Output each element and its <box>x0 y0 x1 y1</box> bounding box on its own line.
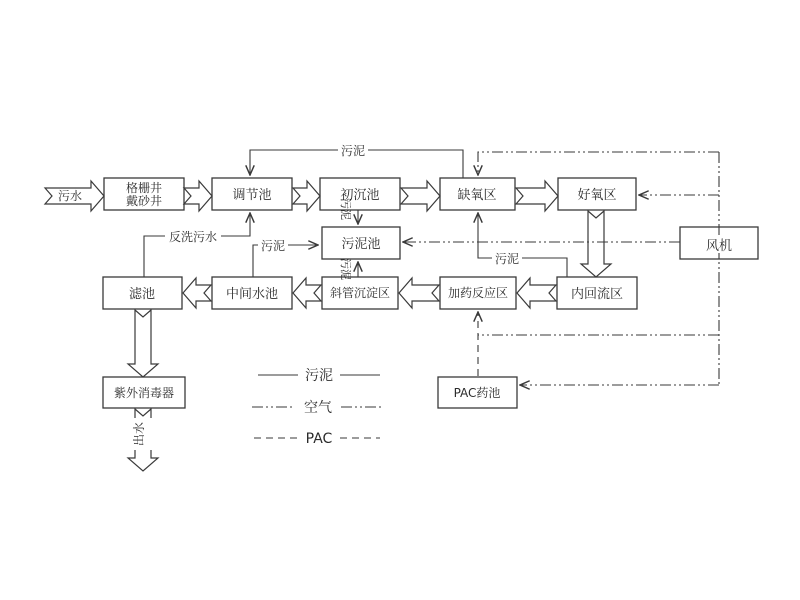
sludge-line-reflux-to-anoxic <box>478 213 567 277</box>
anoxic-zone-label: 缺氧区 <box>457 188 497 203</box>
legend-sludge-label: 污泥 <box>305 368 333 384</box>
legend <box>252 368 383 447</box>
arrow-anoxic-to-aerobic <box>516 181 558 211</box>
sludge-reflux-label: 污泥 <box>494 252 520 266</box>
arrow-aerobic-to-reflux <box>581 211 611 277</box>
sludge-top-label: 污泥 <box>340 144 366 158</box>
effluent-label: 出水 <box>132 421 146 447</box>
main-flow-arrows <box>45 181 611 471</box>
inclined-tube-zone-label: 斜管沉淀区 <box>329 286 391 300</box>
sludge-primary-label: 污泥 <box>339 198 352 220</box>
arrow-reflux-to-dosing <box>517 278 556 308</box>
regulation-tank-label: 调节池 <box>232 188 272 203</box>
internal-reflux-zone-label: 内回流区 <box>570 287 624 302</box>
backwash-label: 反洗污水 <box>168 230 218 244</box>
arrow-grit-to-regulation <box>184 181 212 211</box>
grit-well-label-line1: 格栅井 <box>125 181 163 195</box>
intermediate-tank-label: 中间水池 <box>225 287 279 302</box>
influent-label: 污水 <box>57 189 83 203</box>
arrow-filter-to-uv <box>128 310 158 377</box>
sludge-tank-label: 污泥池 <box>341 237 381 252</box>
pac-tank-label: PAC药池 <box>453 386 501 400</box>
dosing-reaction-zone-label: 加药反应区 <box>447 286 509 300</box>
arrow-primary-to-anoxic <box>401 181 440 211</box>
legend-pac-label: PAC <box>305 431 333 447</box>
primary-sedimentation-label: 初沉池 <box>340 188 380 203</box>
aerobic-zone-label: 好氧区 <box>577 188 617 203</box>
sludge-inclined-label: 污泥 <box>339 258 352 280</box>
uv-disinfector-label: 紫外消毒器 <box>113 386 175 400</box>
filter-tank-label: 滤池 <box>128 287 156 302</box>
arrow-dosing-to-inclined <box>399 278 439 308</box>
backwash-line-filter-to-regulation <box>144 213 250 277</box>
arrow-intermediate-to-filter <box>183 278 211 308</box>
legend-air-label: 空气 <box>304 400 332 416</box>
grit-well-label-line2: 戴砂井 <box>125 194 163 208</box>
sludge-intermediate-label: 污泥 <box>260 239 286 253</box>
arrow-regulation-to-primary <box>293 181 320 211</box>
line-labels <box>165 143 522 280</box>
air-line-to-anoxic <box>478 152 719 175</box>
arrow-inclined-to-intermediate <box>293 278 321 308</box>
blower-label: 风机 <box>705 239 733 254</box>
